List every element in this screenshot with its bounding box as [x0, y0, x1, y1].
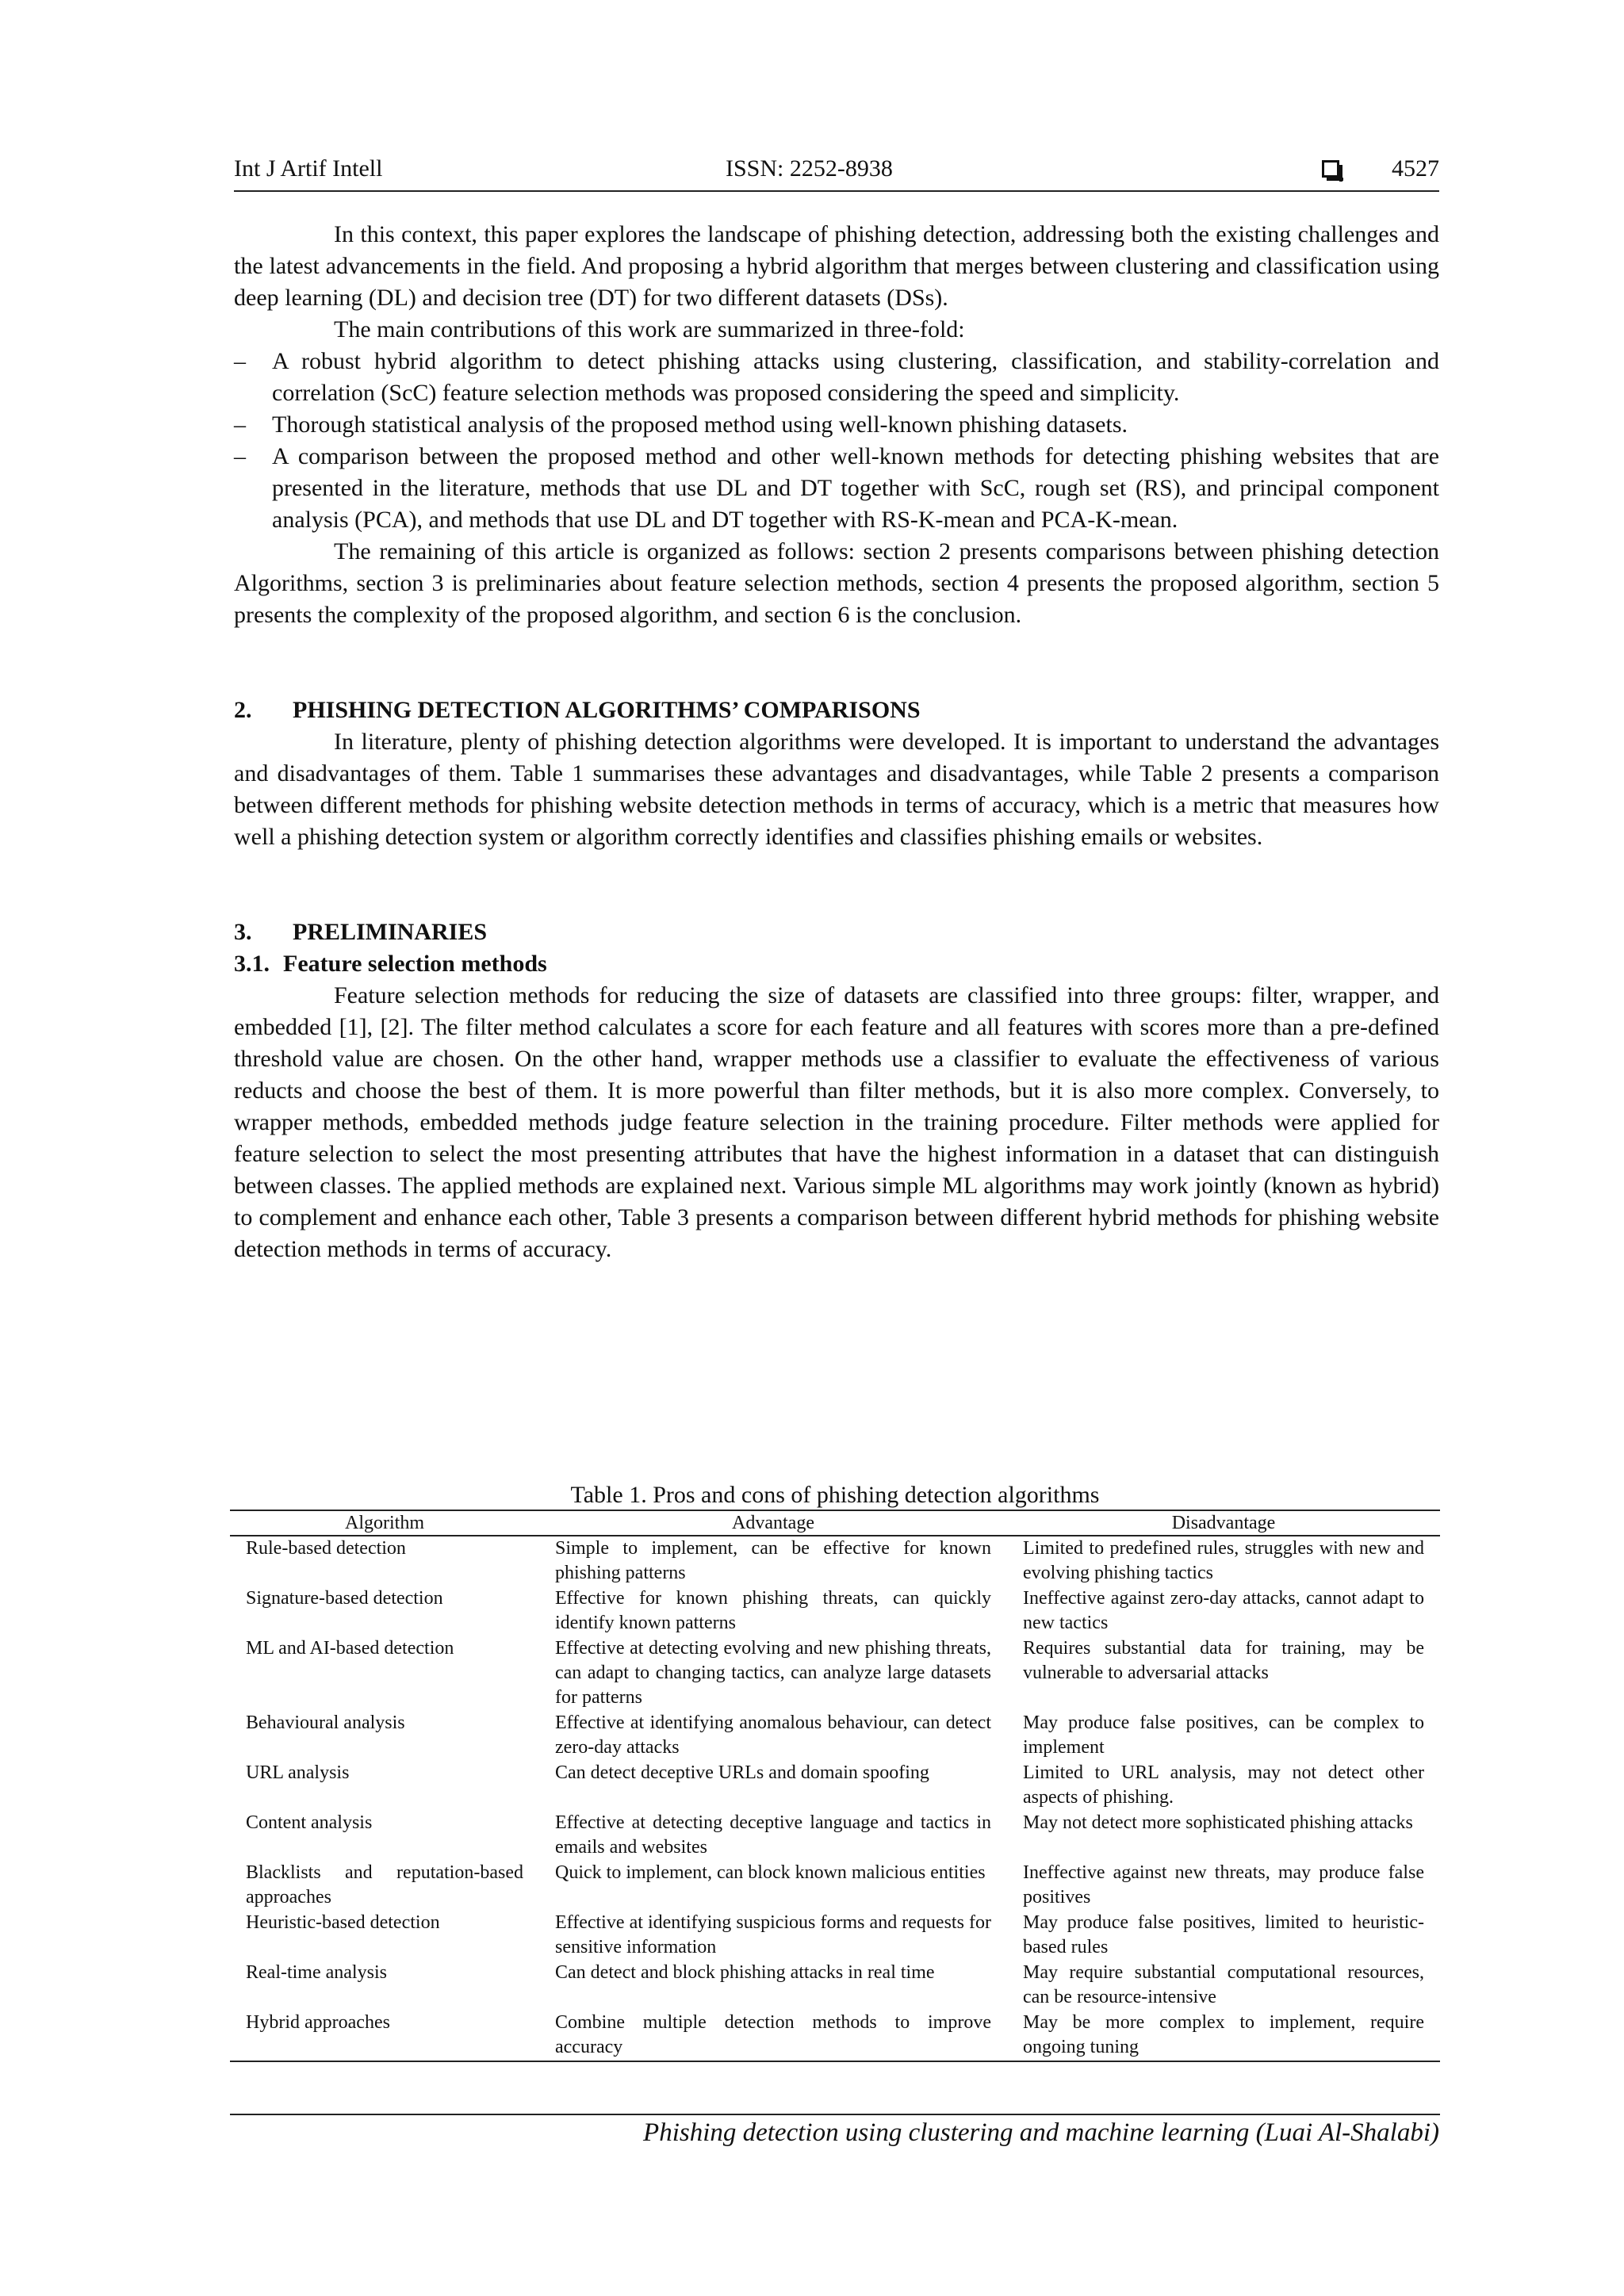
table-row: [230, 1711, 1440, 1761]
square-bullet-icon: [1322, 160, 1339, 178]
section-2-paragraph: In literature, plenty of phishing detection algorithms were developed. It is important to understand the advantages and disadvantages of them. Table 1 summarises these advantages and disadvantages, while Table 2 presents a comparison between different methods for phishing website detection methods in terms of accuracy, which is a metric that measures how well a phishing detection system or algorithm correctly identifies and classifies phishing emails or websites.: [234, 729, 1439, 850]
table-row: [230, 1861, 1440, 1911]
table-1: [230, 1481, 1440, 2062]
table-cell: Effective at detecting deceptive language and tactics in emails and websites: [555, 1812, 991, 1858]
table-cell: Quick to implement, can block known malicious entities: [555, 1862, 986, 1883]
column-header: Advantage: [539, 1510, 1007, 1536]
table-cell: Effective at detecting evolving and new phishing threats, can adapt to changing tactics, can analyze large datasets for patterns: [555, 1638, 991, 1708]
table-cell: Effective for known phishing threats, can quickly identify known patterns: [555, 1588, 991, 1633]
table-cell: Limited to predefined rules, struggles with new and evolving phishing tactics: [1023, 1538, 1424, 1583]
table-header-row: [230, 1510, 1440, 1536]
list-item: – A comparison between the proposed method and other well-known methods for detecting phishing websites that are presented in the literature, methods that use DL and DT together with ScC, rough set (RS), and principal component analysis (PCA), and methods that use DL and DT together with RS-K-mean and PCA-K-mean.: [234, 441, 1439, 536]
section-2-heading: [234, 695, 1439, 726]
table-cell: Simple to implement, can be effective for known phishing patterns: [555, 1538, 991, 1583]
intro-paragraph-1: In this context, this paper explores the landscape of phishing detection, addressing both the existing challenges and the latest advancements in the field. And proposing a hybrid algorithm that merges between clustering and classification using deep learning (DL) and decision tree (DT) for two different datasets (DSs).: [234, 221, 1439, 311]
table-cell: May produce false positives, can be complex to implement: [1023, 1712, 1424, 1758]
table-row: [230, 1911, 1440, 1961]
table-cell: ML and AI-based detection: [246, 1638, 454, 1659]
table-cell: Rule-based detection: [246, 1538, 406, 1559]
table-cell: Can detect deceptive URLs and domain spoofing: [555, 1762, 929, 1783]
page-number: 4527: [1392, 155, 1439, 182]
running-header: [234, 155, 1439, 192]
table-row: [230, 1961, 1440, 2011]
intro-paragraph-3: The remaining of this article is organized as follows: section 2 presents comparisons between phishing detection Algorithms, section 3 is preliminaries about feature selection methods, section 4 presents the proposed algorithm, section 5 presents the complexity of the proposed algorithm, and section 6 is the conclusion.: [234, 538, 1439, 628]
section-3-1-paragraph: Feature selection methods for reducing the size of datasets are classified into three groups: filter, wrapper, and embedded [1], [2]. The filter method calculates a score for each feature and all features with scores more than a pre-defined threshold value are chosen. On the other hand, wrapper methods use a classifier to evaluate the effectiveness of various reducts and choose the best of them. It is more powerful than filter methods, but it is also more complex. Conversely, to wrapper methods, embedded methods judge feature selection in the training procedure. Filter methods were applied for feature selection to select the most presenting attributes that have the highest information in a dataset that can distinguish between classes. The applied methods are explained next. Various simple ML algorithms may work jointly (known as hybrid) to complement and enhance each other, Table 3 presents a comparison between different hybrid methods for phishing website detection methods in terms of accuracy.: [234, 982, 1439, 1262]
table-cell: Combine multiple detection methods to improve accuracy: [539, 2011, 1007, 2061]
table-cell: Hybrid approaches: [230, 2011, 539, 2061]
table-cell: Behavioural analysis: [246, 1712, 405, 1733]
table-cell: May be more complex to implement, require ongoing tuning: [1007, 2011, 1440, 2061]
table-cell: May require substantial computational resources, can be resource-intensive: [1023, 1962, 1424, 2007]
running-footer: Phishing detection using clustering and machine learning (Luai Al-Shalabi): [643, 2118, 1439, 2147]
table-row: [230, 1761, 1440, 1811]
table-cell: Signature-based detection: [246, 1588, 443, 1609]
section-title: PHISHING DETECTION ALGORITHMS’ COMPARISONS: [293, 697, 921, 723]
table-cell: Requires substantial data for training, may be vulnerable to adversarial attacks: [1023, 1638, 1424, 1683]
article-body: [234, 219, 1439, 1265]
list-item: – Thorough statistical analysis of the proposed method using well-known phishing datasets.: [234, 409, 1439, 441]
section-number: 2.: [234, 697, 252, 723]
table-cell: Content analysis: [246, 1812, 373, 1833]
subsection-3-1-heading: [234, 948, 1439, 980]
pros-cons-table: [230, 1510, 1440, 2062]
table-cell: May produce false positives, limited to heuristic-based rules: [1023, 1912, 1424, 1957]
list-item: – A robust hybrid algorithm to detect phishing attacks using clustering, classification, and stability-correlation and correlation (ScC) feature selection methods was proposed considering the speed and simplicity.: [234, 346, 1439, 409]
table-cell: Limited to URL analysis, may not detect other aspects of phishing.: [1023, 1762, 1424, 1808]
footer-rule: [230, 2114, 1440, 2115]
table-cell: Ineffective against new threats, may produce false positives: [1023, 1862, 1424, 1908]
contributions-list: [234, 346, 1439, 536]
table-cell: URL analysis: [246, 1762, 350, 1783]
section-number: 3.: [234, 919, 252, 945]
section-3-heading: [234, 916, 1439, 948]
table-caption: Table 1. Pros and cons of phishing detection algorithms: [570, 1482, 1100, 1508]
table-cell: Can detect and block phishing attacks in real time: [555, 1962, 935, 1983]
table-cell: Heuristic-based detection: [246, 1912, 440, 1933]
table-row: [230, 1811, 1440, 1861]
column-header: Algorithm: [230, 1510, 539, 1536]
table-cell: Blacklists and reputation-based approaches: [246, 1862, 523, 1908]
table-row: [230, 2011, 1440, 2061]
table-cell: May not detect more sophisticated phishing attacks: [1023, 1812, 1413, 1833]
subsection-title: Feature selection methods: [283, 951, 547, 977]
table-row: [230, 1636, 1440, 1711]
subsection-number: 3.1.: [234, 951, 270, 977]
table-body: [230, 1536, 1440, 2061]
table-cell: Ineffective against zero-day attacks, cannot adapt to new tactics: [1023, 1588, 1424, 1633]
table-cell: Effective at identifying anomalous behaviour, can detect zero-day attacks: [555, 1712, 991, 1758]
intro-paragraph-2: The main contributions of this work are summarized in three-fold:: [334, 316, 965, 342]
table-row: [230, 1536, 1440, 1586]
column-header: Disadvantage: [1007, 1510, 1440, 1536]
issn: ISSN: 2252-8938: [726, 155, 893, 182]
table-cell: Effective at identifying suspicious forms and requests for sensitive information: [555, 1912, 991, 1957]
journal-name: Int J Artif Intell: [234, 155, 383, 182]
table-cell: Real-time analysis: [246, 1962, 387, 1983]
table-row: [230, 1586, 1440, 1636]
section-title: PRELIMINARIES: [293, 919, 488, 945]
